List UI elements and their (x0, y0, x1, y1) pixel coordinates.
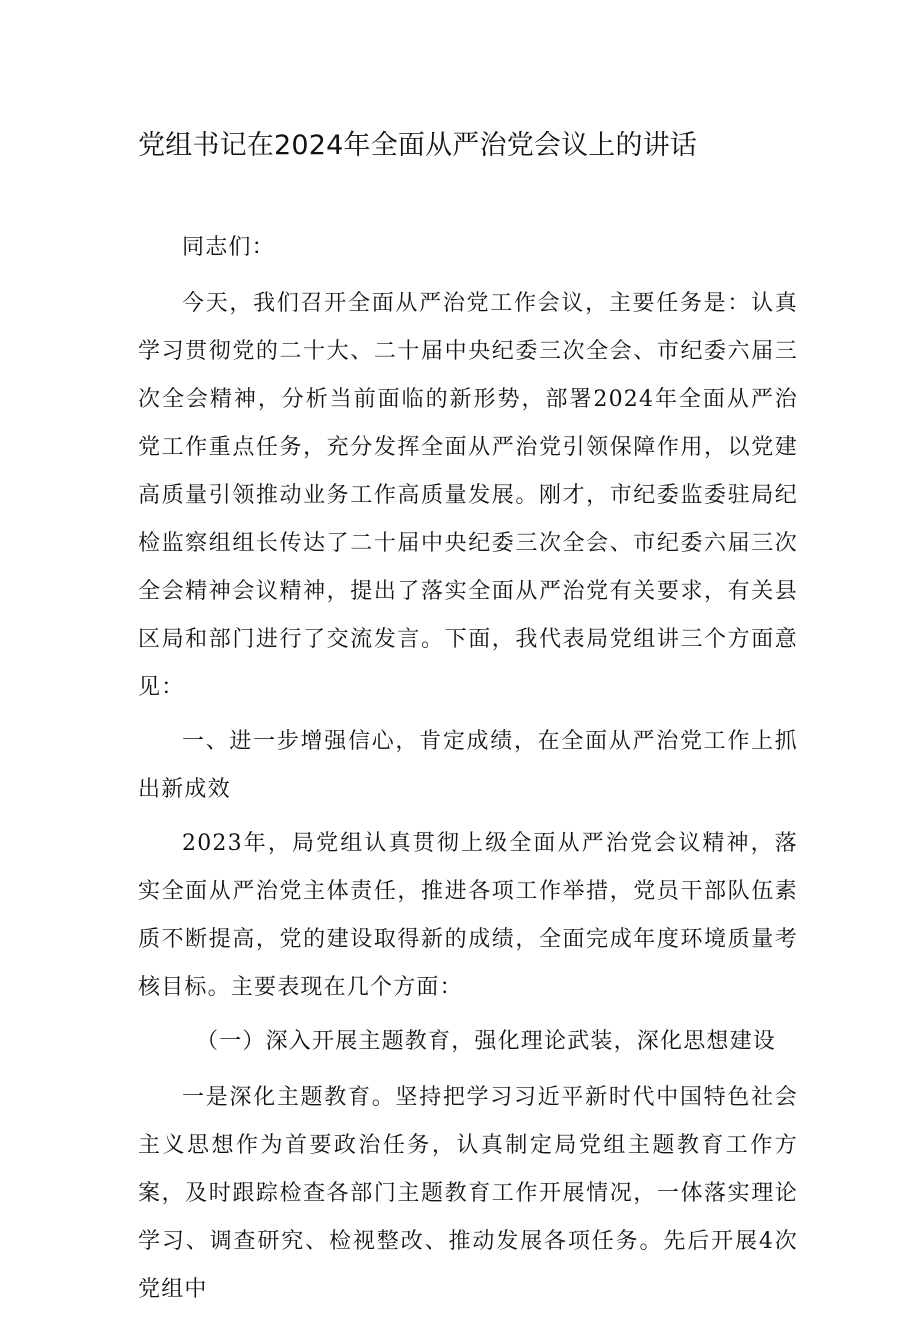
subsection-heading-1: （一）深入开展主题教育，强化理论武装，深化思想建设 (196, 1029, 777, 1054)
paragraph-2023-summary: 2023年，局党组认真贯彻上级全面从严治党会议精神，落实全面从严治党主体责任，推进各项工作举措，党员干部队伍素质不断提高，党的建设取得新的成绩，全面完成年度环境质量考核目标。主要表现在几个方面： (138, 831, 798, 1000)
document-title: 党组书记在2024年全面从严治党会议上的讲话 (138, 130, 698, 161)
paragraph-intro: 今天，我们召开全面从严治党工作会议，主要任务是：认真学习贯彻党的二十大、二十届中央纪委三次全会、市纪委六届三次全会精神，分析当前面临的新形势，部署2024年全面从严治党工作重点任务，充分发挥全面从严治党引领保障作用，以党建高质量引领推动业务工作高质量发展。刚才，市纪委监委驻局纪检监察组组长传达了二十届中央纪委三次全会、市纪委六届三次全会精神会议精神，提出了落实全面从严治党有关要求，有关县区局和部门进行了交流发言。下面，我代表局党组讲三个方面意见： (138, 291, 798, 700)
section-heading-1: 一、进一步增强信心，肯定成绩，在全面从严治党工作上抓出新成效 (138, 729, 798, 802)
document-body (138, 224, 798, 1320)
paragraph-theme-education: 一是深化主题教育。坚持把学习习近平新时代中国特色社会主义思想作为首要政治任务，认真制定局党组主题教育工作方案，及时跟踪检查各部门主题教育工作开展情况，一体落实理论学习、调查研究、检视整改、推动发展各项任务。先后开展4次党组中 (138, 1085, 798, 1302)
salutation: 同志们： (182, 235, 275, 260)
